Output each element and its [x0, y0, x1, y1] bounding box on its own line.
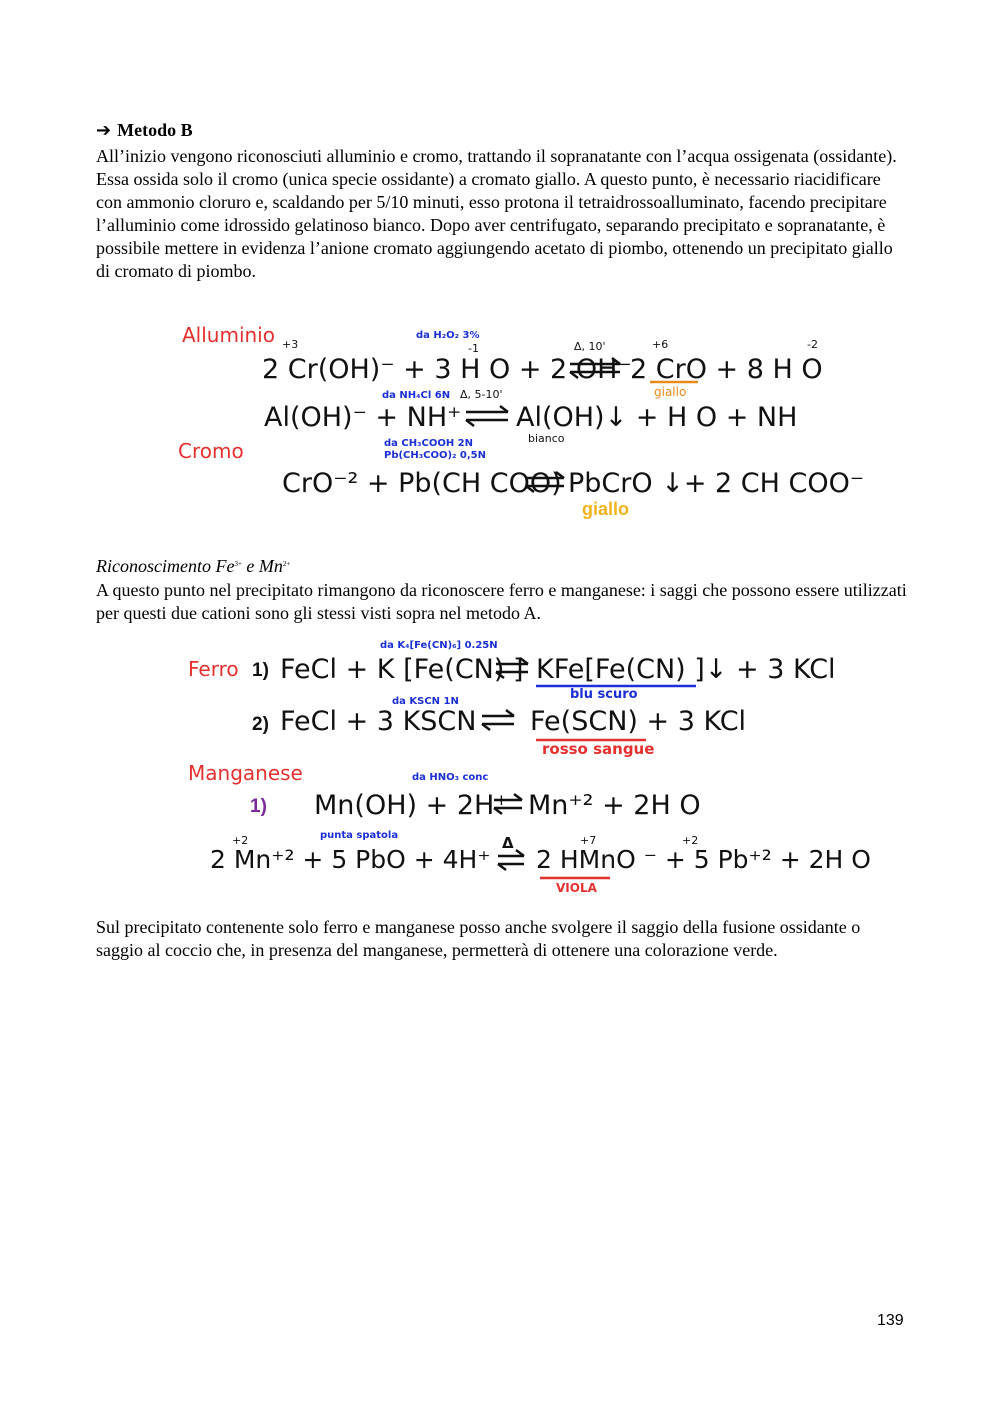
cond-eq1: Δ, 10': [574, 340, 606, 353]
label-ferro: Ferro: [188, 657, 239, 681]
equation-1-products: 2 CrO + 8 H O: [630, 354, 823, 385]
sub-heading-riconoscimento: Riconoscimento $Fe^{3+}$ e $Mn^{2+}$: [96, 556, 291, 576]
note-hno3: da HNO₃ conc: [412, 772, 489, 783]
note-punta-spatola: punta spatola: [320, 830, 399, 841]
label-manganese: Manganese: [188, 761, 303, 785]
number-1-ferro: 1): [252, 660, 269, 681]
label-viola: VIOLA: [556, 881, 597, 895]
number-1-manganese: 1): [250, 796, 267, 817]
ox-pb2: +2: [682, 834, 699, 847]
manganese-eq1-reactants: Mn(OH) + 2H⁺: [314, 790, 509, 821]
cond-eq2: Δ, 5-10': [460, 388, 503, 401]
equation-3-products: PbCrO ↓+ 2 CH COO⁻: [568, 468, 865, 499]
label-giallo: giallo: [582, 499, 630, 519]
ox-mn7: +7: [580, 834, 597, 847]
label-blu-scuro: blu scuro: [570, 687, 638, 702]
ox-mn2: +2: [232, 834, 249, 847]
paragraph-metodo-b: All’inizio vengono riconosciuti alluminio e cromo, trattando il sopranatante con l’acqua ossigenata (ossidante). Essa ossida solo il cromo (unica specie ossidante) a cromato giallo. A questo punto, è necessario riacidificare con ammonio cloruro e, scaldando per 5/10 minuti, esso protona il tetraidrossoalluminato, facendo precipitare l’alluminio come idrossido gelatinoso bianco. Dopo aver centrifugato, separando precipitato e sopranatante, è possibile mettere in evidenza l’anione cromato aggiungendo acetato di piombo, ottenendo un precipitato giallo di cromato di piombo.: [96, 146, 897, 281]
ox-o-1: -1: [468, 342, 479, 355]
equation-2-reactants: Al(OH)⁻ + NH⁺: [264, 402, 462, 433]
figure-ferro-manganese: [180, 634, 871, 904]
ox-cr3: +3: [282, 338, 299, 351]
ferro-eq1-products: KFe[Fe(CN) ]↓ + 3 KCl: [536, 654, 836, 685]
manganese-eq2-reactants: 2 Mn⁺² + 5 PbO + 4H⁺: [210, 845, 491, 874]
cond-delta: Δ: [502, 834, 514, 852]
number-2-ferro: 2): [252, 714, 269, 735]
note-h2o2: da H₂O₂ 3%: [416, 330, 480, 341]
manganese-eq2-products: 2 HMnO ⁻ + 5 Pb⁺² + 2H O: [536, 845, 871, 874]
page-number: 139: [877, 1312, 904, 1329]
paragraph-fusione: Sul precipitato contenente solo ferro e manganese posso anche svolgere il saggio della fusione ossidante o saggio al coccio che, in presenza del manganese, permetterà di ottenere una colorazione verde.: [96, 917, 861, 960]
note-kscn: da KSCN 1N: [392, 696, 459, 707]
label-rosso-sangue: rosso sangue: [542, 740, 655, 758]
figure-alluminio-cromo: [170, 312, 865, 524]
equilibrium-arrow-fe2: [482, 710, 514, 730]
ox-cr6: +6: [652, 338, 669, 351]
ferro-eq1-reactants: FeCl + K [Fe(CN) ]: [280, 654, 524, 685]
arrow-right-icon: ➔: [96, 120, 112, 141]
ox-o-2: -2: [807, 338, 818, 351]
equation-2-products: Al(OH)↓ + H O + NH: [516, 402, 798, 433]
label-alluminio: Alluminio: [182, 323, 275, 347]
equation-1-reactants: 2 Cr(OH)⁻ + 3 H O + 2 OH⁻: [262, 354, 632, 385]
section-title: Metodo B: [117, 120, 193, 140]
note-ch3cooh: da CH₃COOH 2N: [384, 438, 473, 449]
note-nh4cl: da NH₄Cl 6N: [382, 390, 451, 401]
note-k4fecn6: da K₄[Fe(CN)₆] 0.25N: [380, 640, 498, 651]
label-bianco: bianco: [528, 432, 565, 445]
hand-label-giallo: giallo: [654, 385, 687, 399]
equilibrium-arrow-mn2: [498, 850, 524, 870]
note-pb-acetato: Pb(CH₃COO)₂ 0,5N: [384, 450, 487, 461]
ferro-eq2-reactants: FeCl + 3 KSCN: [280, 706, 477, 737]
section-heading: [96, 120, 193, 141]
equilibrium-arrow-2: [466, 406, 508, 426]
manganese-eq1-products: Mn⁺² + 2H O: [528, 790, 701, 821]
equation-3-reactants: CrO⁻² + Pb(CH COO): [282, 468, 562, 499]
paragraph-fe-mn: A questo punto nel precipitato rimangono da riconoscere ferro e manganese: i saggi che possono essere utilizzati per questi due cationi sono gli stessi visti sopra nel metodo A.: [96, 580, 907, 623]
ferro-eq2-products: Fe(SCN) + 3 KCl: [530, 706, 747, 737]
label-cromo: Cromo: [178, 439, 244, 463]
